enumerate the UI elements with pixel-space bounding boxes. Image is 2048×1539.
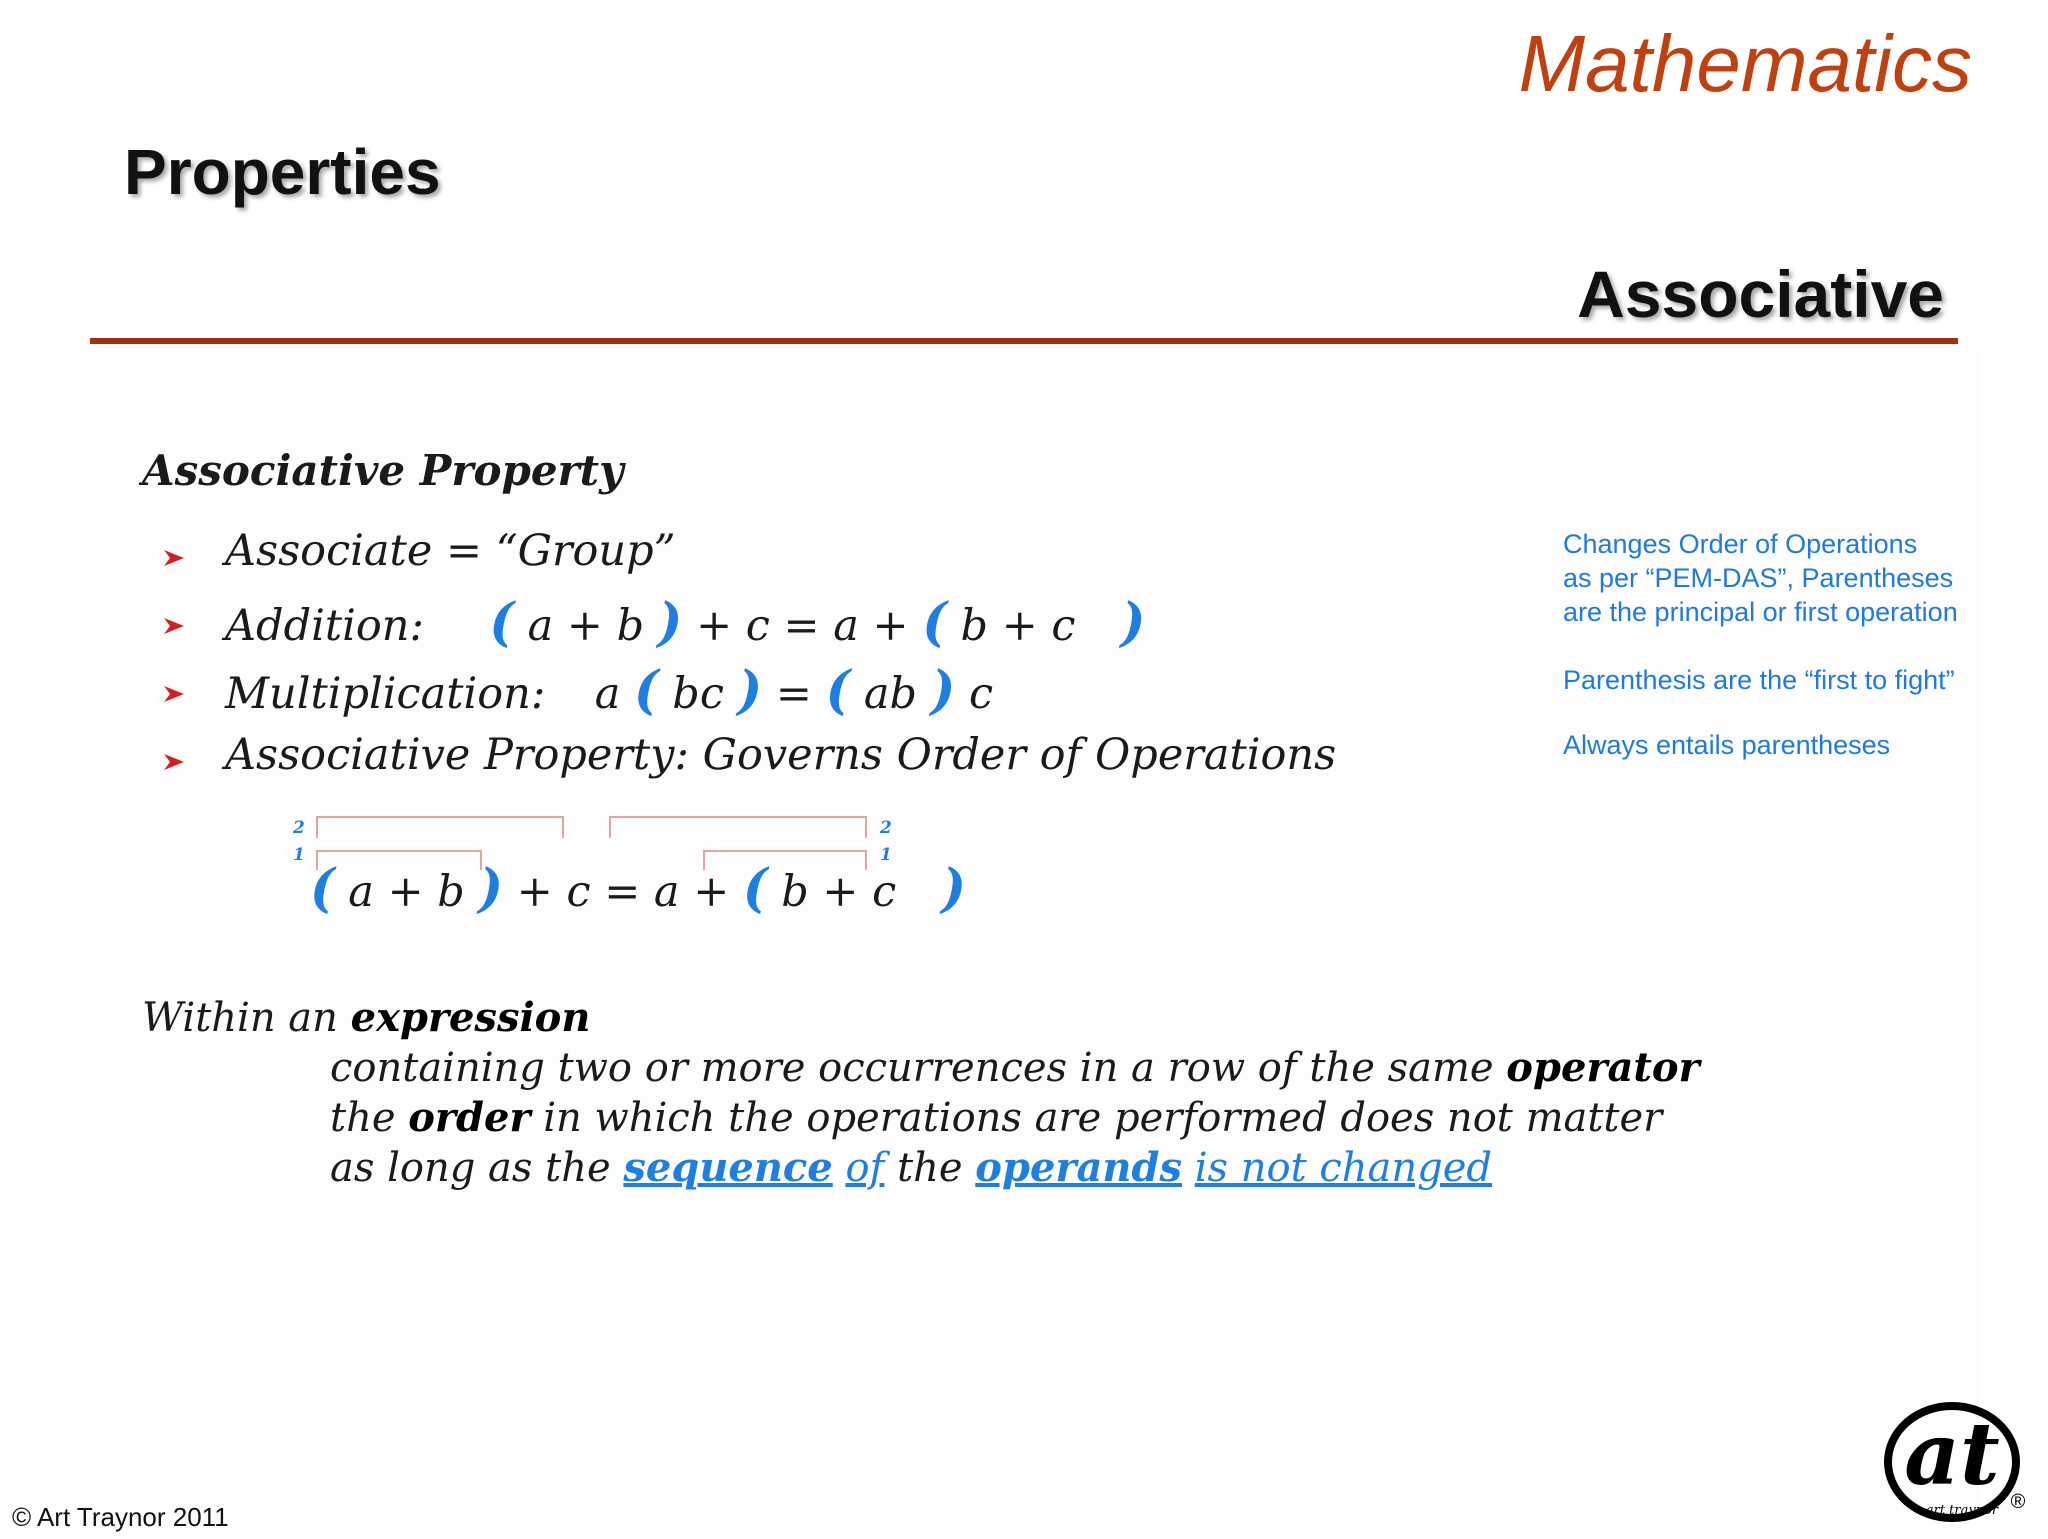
section-heading: Associative Property [142,446,624,495]
text: is not changed [1194,1145,1493,1191]
group-bracket-outer [609,816,867,838]
addition-label: Addition: [225,601,424,651]
bullet-arrow-icon [162,682,186,706]
definition-line-4 [330,1144,1492,1191]
paren-close: ) [737,660,763,721]
paren-open: ( [634,660,659,721]
paren-open: ( [489,592,514,653]
paren-open: ( [742,858,768,919]
bullet-governs: Associative Property: Governs Order of Operations [225,730,1337,780]
expr-term: a + b [348,867,465,917]
header-rule [90,338,1958,344]
order-digit: 1 [293,845,305,865]
logo-registered-mark: ® [2010,1491,2026,1513]
paren-open: ( [825,660,851,721]
logo-sub-text: art traynor [1925,1503,1999,1518]
expr-term: b + c [781,867,897,917]
term-order: order [408,1094,531,1141]
term-operands: operands [975,1144,1182,1191]
subject-title: Mathematics [1518,19,1972,108]
text: as long as the [330,1145,611,1191]
text: the [897,1145,963,1191]
text: the [330,1095,396,1141]
paren-close: ) [1120,592,1146,653]
brand-logo [1880,1384,2030,1534]
group-bracket-outer [316,816,564,838]
page-subtitle: Associative [1577,257,1944,331]
text: of [845,1145,885,1191]
order-digit: 1 [880,845,892,865]
grouping-expression [310,858,966,919]
definition-line-2 [330,1044,1700,1091]
bullet-associate: Associate = “Group” [225,526,676,576]
multiplication-label: Multiplication: [225,669,546,719]
expr-term: + c = a + [516,867,730,917]
expr-term: c [968,669,994,719]
expr-term: + c = a + [696,601,909,651]
note-line: Parenthesis are the “first to fight” [1563,665,1955,695]
note-line: Changes Order of Operations [1563,529,1918,559]
expr-term: a [594,669,621,719]
copyright-notice: © Art Traynor 2011 [12,1502,229,1532]
expr-term: ab [863,669,918,719]
text: in which the operations are performed does not matter [543,1095,1663,1141]
paren-open: ( [310,858,335,919]
definition-line-3 [330,1094,1662,1141]
definition-line-1 [142,994,590,1041]
bullet-multiplication [225,660,993,721]
bullet-arrow-icon [162,614,186,638]
paren-close: ) [930,660,956,721]
bullet-addition [225,592,1145,653]
bullet-arrow-icon [162,546,186,570]
page-title: Properties [124,136,441,208]
term-expression: expression [350,994,591,1041]
text: containing two or more occurrences in a row of the same [330,1045,1494,1091]
term-sequence: sequence [623,1144,833,1191]
text: Within an [142,995,338,1041]
paren-open: ( [922,592,947,653]
paren-close: ) [941,858,967,919]
expr-term: b + c [960,601,1076,651]
expr-term: = [775,669,812,719]
bullet-arrow-icon [162,750,186,774]
order-digit: 2 [293,818,305,838]
expr-term: a + b [527,601,645,651]
term-operator: operator [1506,1044,1700,1091]
note-line: Always entails parentheses [1563,730,1891,760]
note-line: as per “PEM-DAS”, Parentheses [1563,563,1954,593]
paren-close: ) [478,858,504,919]
paren-close: ) [657,592,683,653]
logo-main-text: at [1904,1404,2000,1505]
order-digit: 2 [880,818,892,838]
note-line: are the principal or first operation [1563,597,1958,627]
expr-term: bc [672,669,724,719]
